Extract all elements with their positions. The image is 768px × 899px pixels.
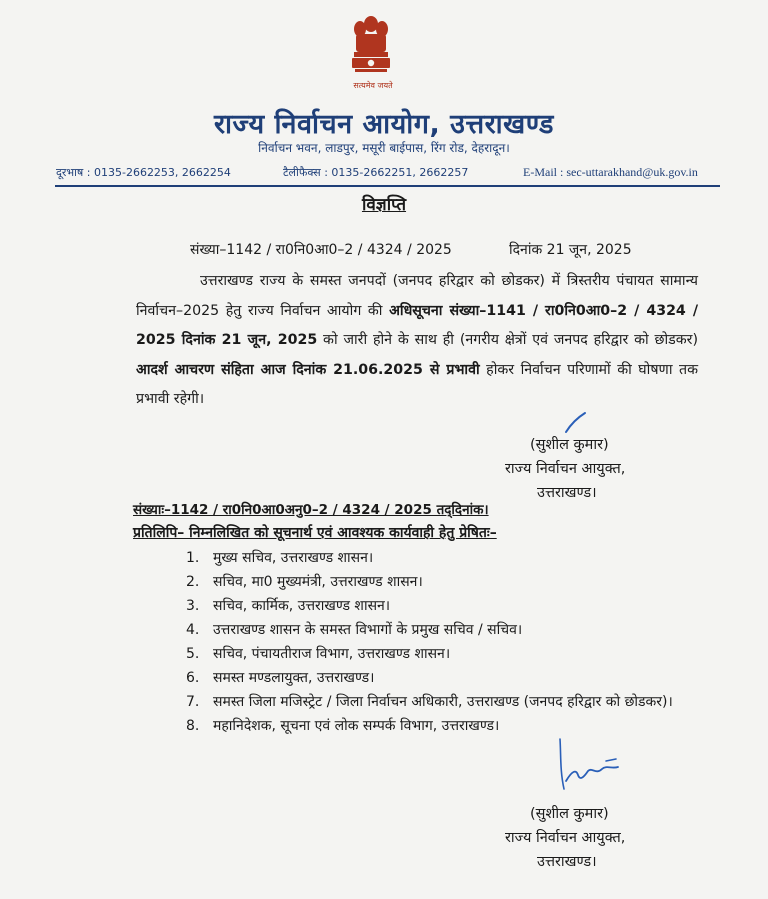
recipient-list-item [186, 547, 701, 571]
recipient-text: सचिव, मा0 मुख्यमंत्री, उत्तराखण्ड शासन। [213, 574, 423, 590]
recipient-text: महानिदेशक, सूचना एवं लोक सम्पर्क विभाग, उत्तराखण्ड। [213, 718, 500, 734]
handwritten-signature [546, 735, 626, 795]
signatory-designation-2: राज्य निर्वाचन आयुक्त, [505, 830, 626, 846]
signatory-name-2: (सुशील कुमार) [530, 806, 609, 822]
notice-body [136, 267, 698, 415]
copy-ref-number: संख्याः–1142 / रा0नि0आ0अनु0–2 / 4324 / 2025 तद्‌दिनांक। [133, 502, 489, 518]
organization-title: राज्य निर्वाचन आयोग, उत्तराखण्ड [213, 109, 554, 140]
phone-number: दूरभाष : 0135-2662253, 2662254 [56, 166, 231, 179]
signatory-state: उत्तराखण्ड। [537, 485, 597, 501]
state-emblem-icon [346, 14, 396, 80]
telefax-number: टैलीफैक्स : 0135-2662251, 2662257 [283, 166, 469, 179]
model-code-effective-date: आदर्श आचरण संहिता आज दिनांक 21.06.2025 से प्रभावी [136, 361, 480, 378]
recipient-text: मुख्य सचिव, उत्तराखण्ड शासन। [213, 550, 374, 566]
signatory-state-2: उत्तराखण्ड। [537, 854, 597, 870]
notice-ref-number: संख्या–1142 / रा0नि0आ0–2 / 4324 / 2025 [190, 242, 452, 258]
recipient-list-item [186, 619, 701, 643]
recipient-list-item [186, 667, 701, 691]
recipient-number: 5. [186, 646, 200, 662]
recipient-number: 3. [186, 598, 200, 614]
organization-address: निर्वाचन भवन, लाडपुर, मसूरी बाईपास, रिंग रोड, देहरादून। [258, 141, 510, 155]
notice-body-part3: होकर निर्वाचन परिणामों की घोषणा तक प्रभावी रहेगी। [136, 361, 698, 407]
recipient-number: 1. [186, 550, 200, 566]
emblem-motto: सत्यमेव जयते [353, 81, 393, 90]
recipient-text: सचिव, पंचायतीराज विभाग, उत्तराखण्ड शासन। [213, 646, 451, 662]
recipient-list-item [186, 595, 701, 619]
signatory-name: (सुशील कुमार) [530, 437, 609, 453]
recipient-list-item [186, 691, 701, 715]
recipient-text: सचिव, कार्मिक, उत्तराखण्ड शासन। [213, 598, 391, 614]
recipient-number: 4. [186, 622, 200, 638]
recipient-number: 8. [186, 718, 200, 734]
email-address: E-Mail : sec-uttarakhand@uk.gov.in [523, 165, 698, 179]
recipient-list-item [186, 643, 701, 667]
signatory-designation: राज्य निर्वाचन आयुक्त, [505, 461, 626, 477]
letterhead-divider [55, 185, 720, 187]
recipient-text: उत्तराखण्ड शासन के समस्त विभागों के प्रमुख सचिव / सचिव। [213, 622, 523, 638]
recipient-number: 2. [186, 574, 200, 590]
recipient-text: समस्त जिला मजिस्ट्रेट / जिला निर्वाचन अधिकारी, उत्तराखण्ड (जनपद हरिद्वार को छोडकर)। [213, 694, 673, 710]
notice-heading: विज्ञप्ति [361, 195, 407, 215]
recipient-number: 7. [186, 694, 200, 710]
signature-initial-mark [563, 410, 589, 436]
recipient-list-item [186, 571, 701, 595]
notice-body-part2: को जारी होने के साथ ही (नगरीय क्षेत्रों एवं जनपद हरिद्वार को छोडकर) [317, 332, 698, 348]
notice-body-part1: उत्तराखण्ड राज्य के समस्त जनपदों (जनपद हरिद्वार को छोडकर) में त्रिस्तरीय पंचायत सामान्य निर्वाचन–2025 हेतु राज्य निर्वाचन आयोग की [136, 273, 698, 319]
notice-date: दिनांक 21 जून, 2025 [509, 242, 632, 258]
recipient-number: 6. [186, 670, 200, 686]
notification-reference: अधिसूचना संख्या–1141 / रा0नि0आ0–2 / 4324 / 2025 दिनांक 21 जून, 2025 [136, 302, 698, 348]
recipient-list [186, 547, 701, 739]
copy-heading: प्रतिलिपि– निम्नलिखित को सूचनार्थ एवं आवश्यक कार्यवाही हेतु प्रेषितः– [133, 525, 497, 541]
recipient-text: समस्त मण्डलायुक्त, उत्तराखण्ड। [213, 670, 375, 686]
